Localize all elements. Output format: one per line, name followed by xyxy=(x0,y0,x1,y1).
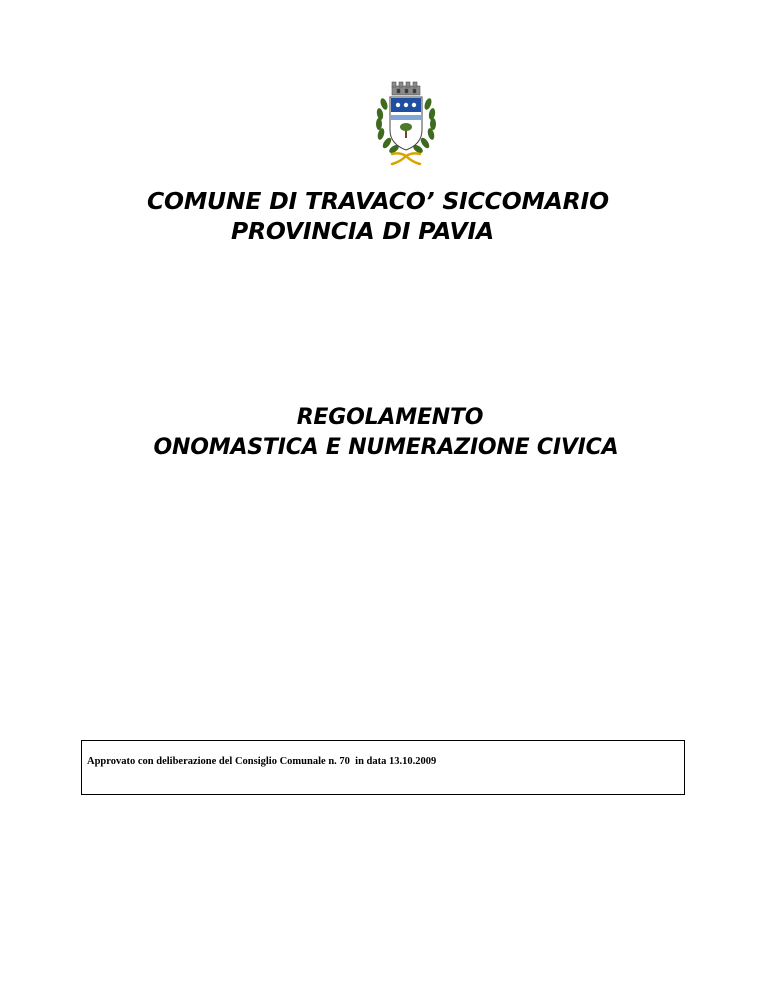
crown xyxy=(392,82,420,95)
coat-of-arms-icon xyxy=(370,78,442,166)
ribbon xyxy=(392,153,420,164)
approval-box xyxy=(81,740,685,795)
document-subtitle: ONOMASTICA E NUMERAZIONE CIVICA xyxy=(153,435,619,460)
document-title: REGOLAMENTO xyxy=(296,405,484,430)
municipality-name: COMUNE DI TRAVACO’ SICCOMARIO xyxy=(147,187,609,215)
approval-text: Approvato con deliberazione del Consiglio Comunale n. 70 in data 13.10.2009 xyxy=(87,756,437,767)
province-name: PROVINCIA DI PAVIA xyxy=(231,217,495,245)
